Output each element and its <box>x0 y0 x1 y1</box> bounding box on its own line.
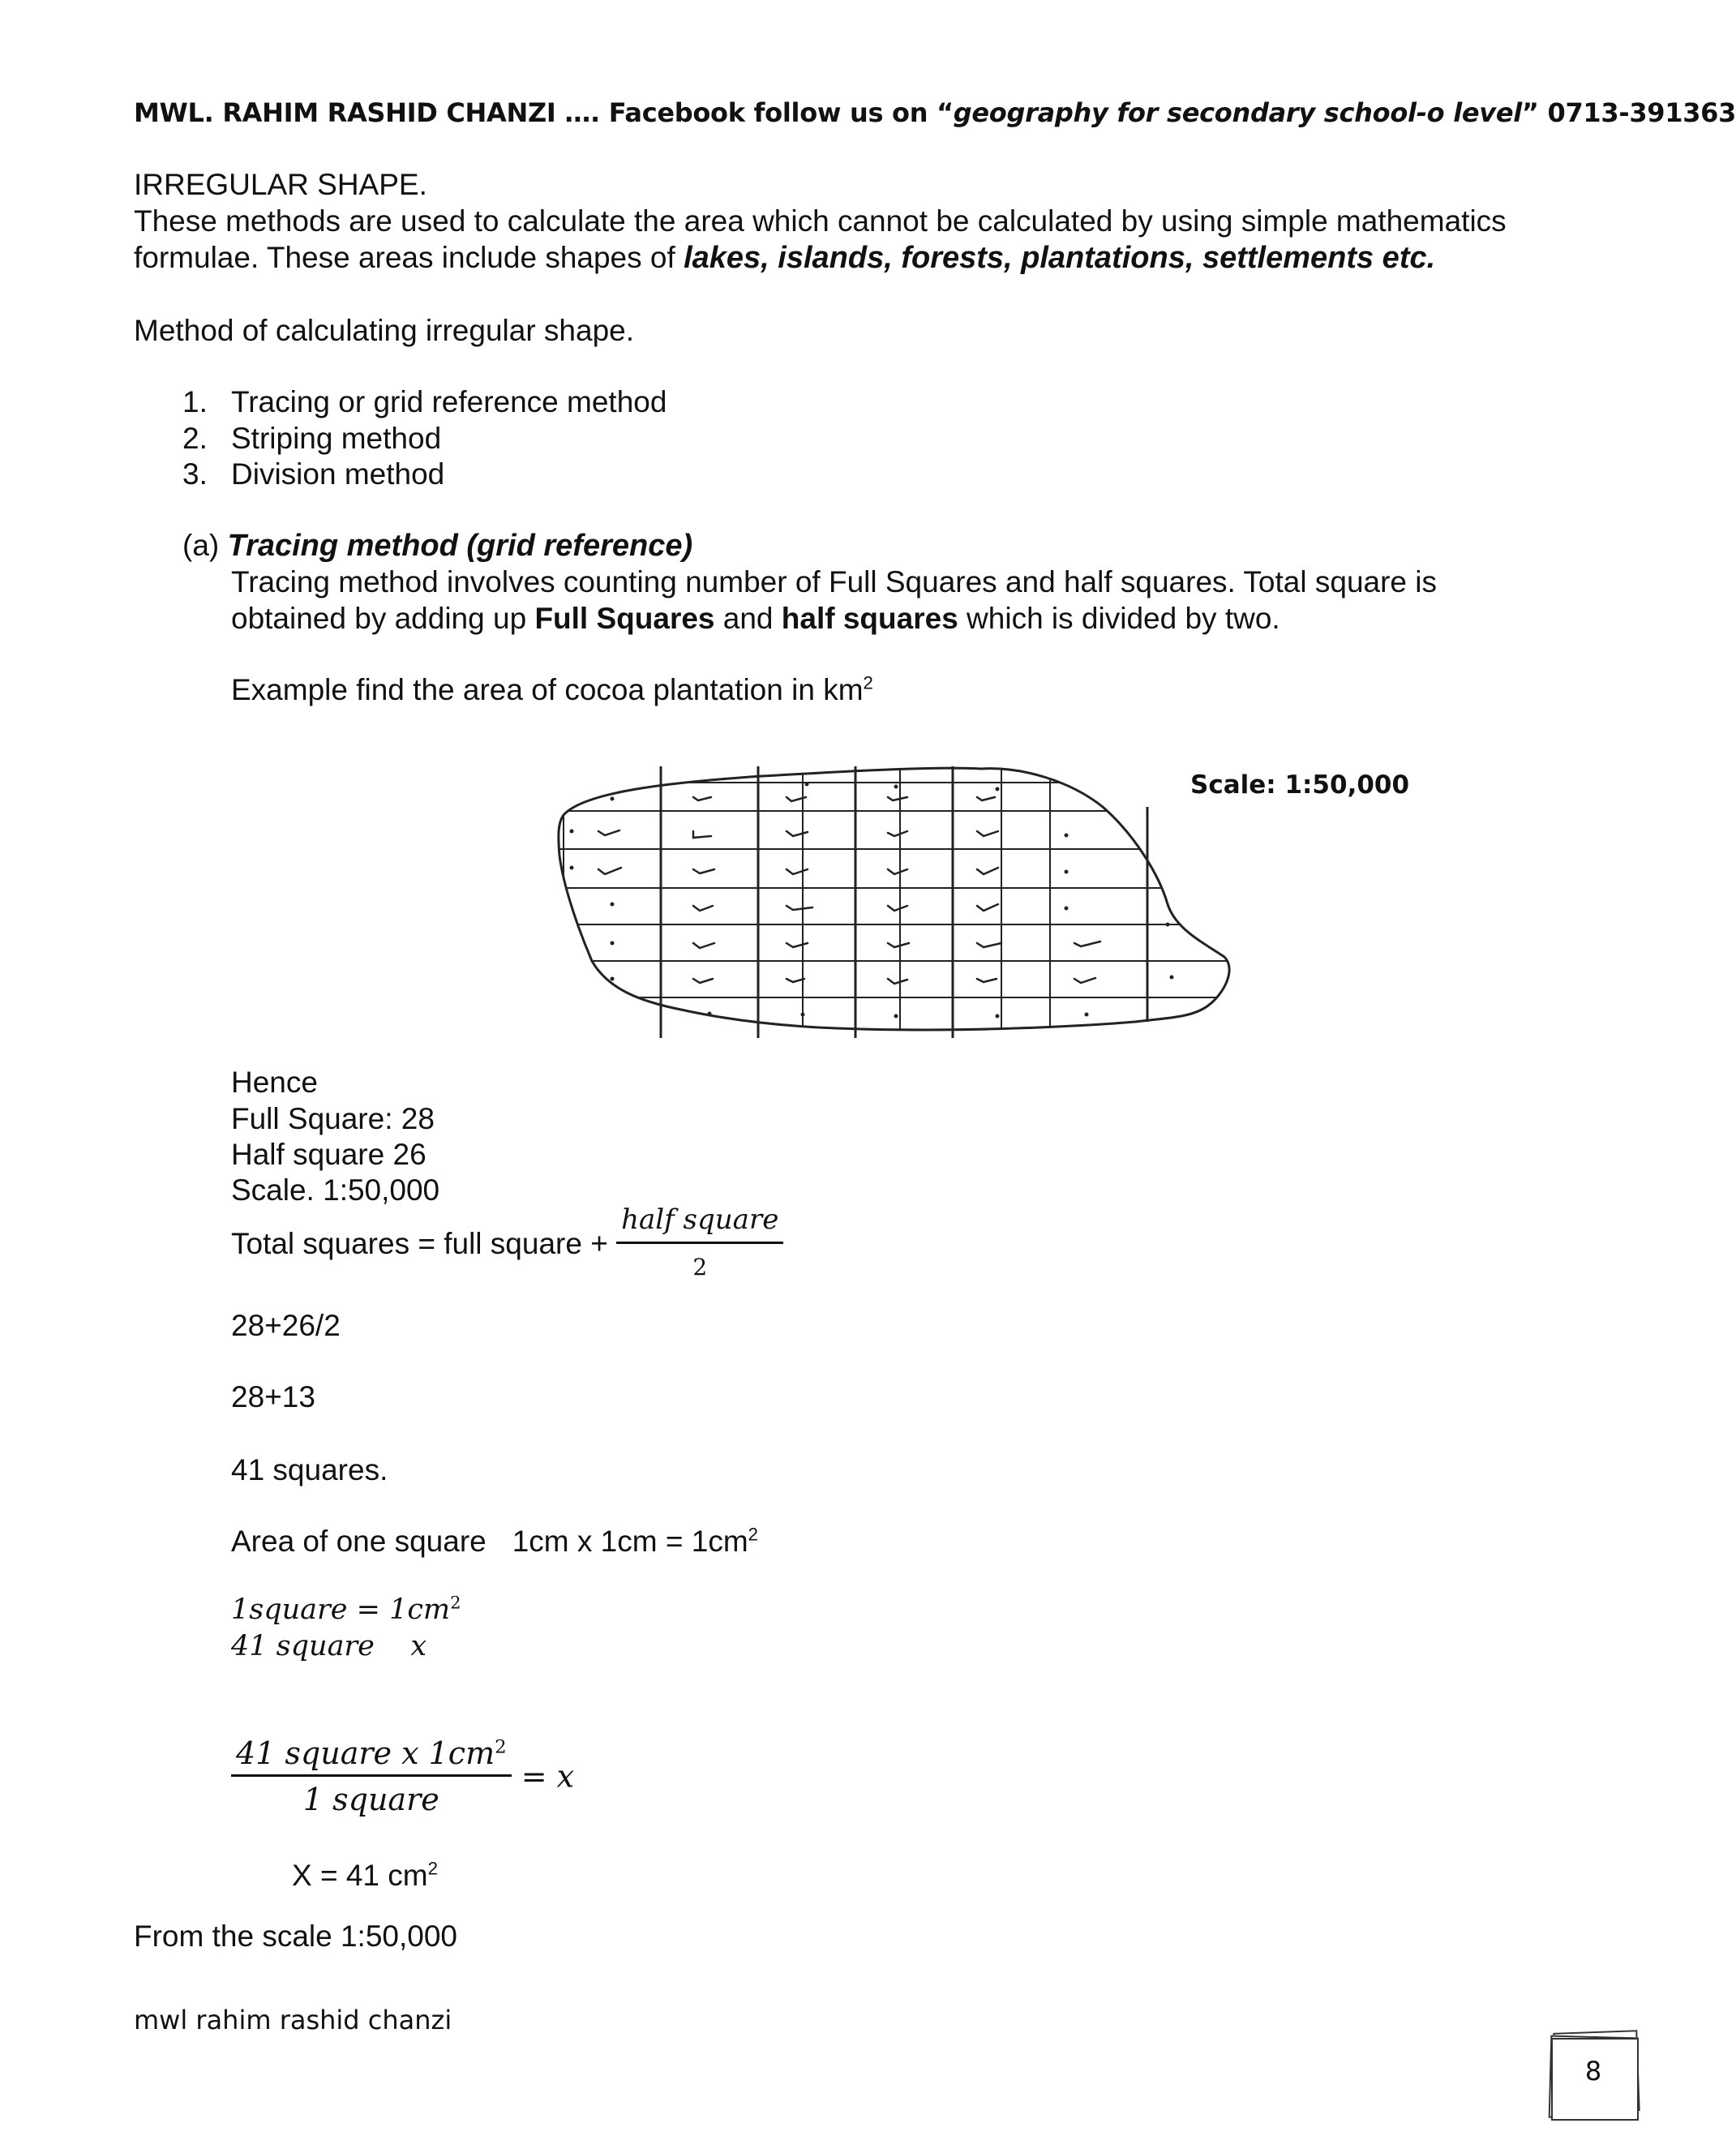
calc-step-3: 41 squares. <box>231 1453 388 1486</box>
header-italic: geography for secondary school-o level <box>953 97 1522 128</box>
half-square-count: Half square 26 <box>231 1138 426 1171</box>
page-number: 8 <box>1584 2056 1602 2087</box>
area-one-square: Area of one square 1cm x $1cm = 1cm^2$ <box>231 1524 758 1558</box>
page-footer: mwl rahim rashid chanzi <box>134 2005 452 2035</box>
full-square-count: Full Square: 28 <box>231 1102 435 1135</box>
from-scale-text: From the scale 1:50,000 <box>134 1920 457 1953</box>
scale-text: Scale. 1:50,000 <box>231 1173 440 1207</box>
plantation-grid-figure <box>519 742 1232 1050</box>
method-item-3: 3. Division method <box>182 457 445 491</box>
cross-multiplication: $\frac{41 square x 1cm^2}{\text{1 square}}$ = x <box>231 1735 574 1817</box>
hence-text: Hence <box>231 1066 318 1099</box>
total-squares-formula: Total squares = full square + $\frac{\text{half square}}{2}$ <box>231 1202 783 1285</box>
tick-marks <box>598 797 1100 984</box>
method-item-2: 2. Striping method <box>182 422 442 455</box>
intro-line-2: formulae. These areas include shapes of lakes, islands, forests, plantations, settlements etc. <box>134 241 1436 275</box>
intro-line-1: These methods are used to calculate the area which cannot be calculated by using simple mathematics <box>134 204 1507 238</box>
page-header: MWL. RAHIM RASHID CHANZI …. Facebook follow us on “geography for secondary school-o level” 0713-391363 <box>134 97 1736 128</box>
grid-lines <box>519 742 1232 1050</box>
proportion-line-2: 41 square x <box>231 1630 427 1662</box>
page-number-box <box>1545 2031 1642 2119</box>
subsection-desc-1: Tracing method involves counting number of Full Squares and half squares. Total square is <box>231 565 1437 598</box>
section-title: IRREGULAR SHAPE. <box>134 168 427 201</box>
result-area-cm: X = 41 $cm^2$ <box>292 1858 438 1892</box>
subsection-title: (a) Tracing method (grid reference) <box>182 529 693 563</box>
calc-step-2: 28+13 <box>231 1380 315 1413</box>
subsection-desc-2: obtained by adding up Full Squares and half squares which is divided by two. <box>231 602 1280 635</box>
calc-step-1: 28+26/2 <box>231 1309 341 1342</box>
proportion-line-1: 1square = $1cm^2$ <box>231 1593 461 1626</box>
intro-emphasis: lakes, islands, forests, plantations, settlements etc. <box>684 241 1436 275</box>
example-text: Example find the area of cocoa plantation in $km^2$ <box>231 672 873 706</box>
methods-heading: Method of calculating irregular shape. <box>134 314 635 347</box>
method-item-1: 1. Tracing or grid reference method <box>182 385 667 418</box>
scale-label: Scale: 1:50,000 <box>1190 770 1410 800</box>
plantation-outline <box>559 768 1229 1030</box>
